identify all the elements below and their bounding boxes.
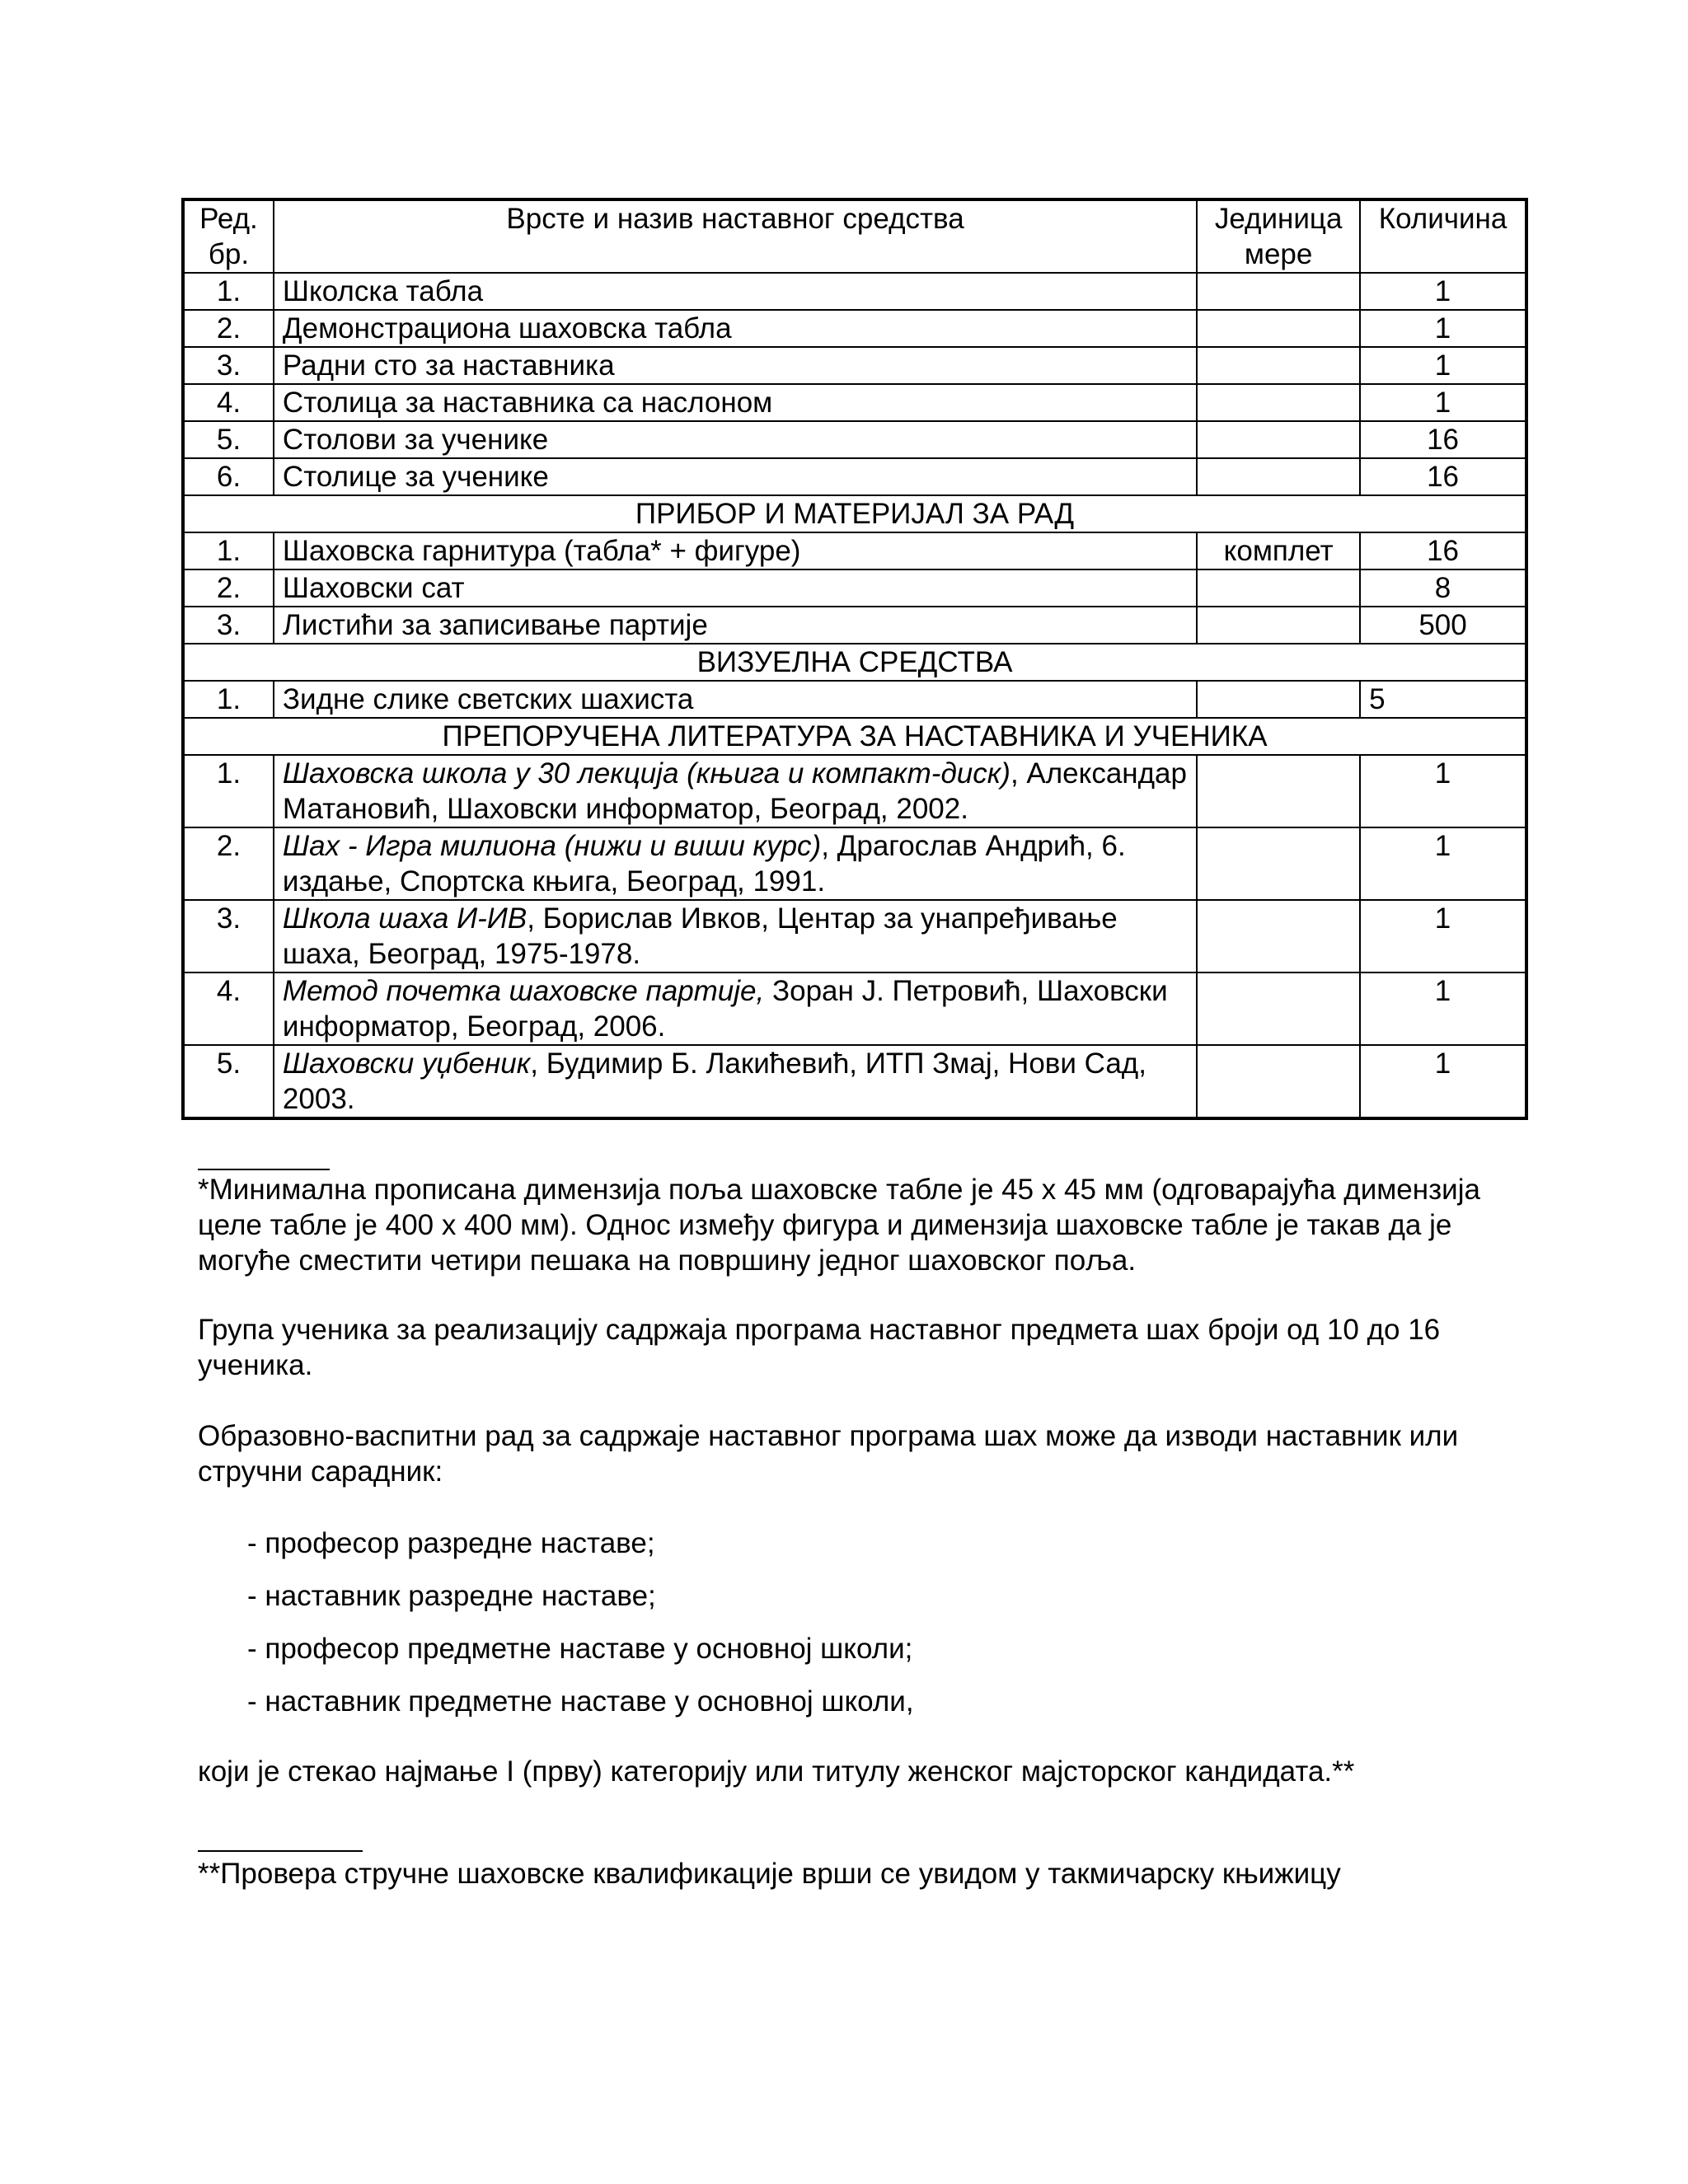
table-row	[183, 900, 1526, 972]
row-num: 1.	[183, 532, 274, 569]
footnote-separator	[198, 1169, 330, 1170]
row-num: 1.	[183, 273, 274, 310]
row-qty: 16	[1360, 458, 1526, 495]
row-qty: 8	[1360, 569, 1526, 607]
table-row	[183, 347, 1526, 384]
section-title-visual: ВИЗУЕЛНА СРЕДСТВА	[183, 644, 1526, 681]
list-item: - наставник предметне наставе у основној школи,	[247, 1685, 914, 1718]
table-row	[183, 384, 1526, 421]
book-details: , Драгослав Андрић, 6. издање, Спортска књига, Београд, 1991.	[282, 830, 1126, 898]
section-row	[183, 718, 1526, 755]
table-row	[183, 972, 1526, 1045]
section-row	[183, 644, 1526, 681]
section-title-literature: ПРЕПОРУЧЕНА ЛИТЕРАТУРА ЗА НАСТАВНИКА И УЧЕНИКА	[183, 718, 1526, 755]
row-unit	[1197, 607, 1360, 644]
table-row	[183, 273, 1526, 310]
row-qty: 1	[1360, 273, 1526, 310]
row-name: Листићи за записивање партије	[274, 607, 1197, 644]
book-details: Зоран Ј. Петровић, Шаховски информатор, Београд, 2006.	[282, 975, 1168, 1043]
row-name: Радни сто за наставника	[274, 347, 1197, 384]
table-row	[183, 607, 1526, 644]
row-name: Демонстрациона шаховска табла	[274, 310, 1197, 347]
row-num: 3.	[183, 607, 274, 644]
row-unit	[1197, 569, 1360, 607]
list-item: - професор предметне наставе у основној школи;	[247, 1633, 913, 1665]
section-title-materials: ПРИБОР И МАТЕРИЈАЛ ЗА РАД	[183, 495, 1526, 532]
table-row	[183, 310, 1526, 347]
row-name	[274, 1045, 1197, 1118]
row-unit	[1197, 384, 1360, 421]
header-qty: Количина	[1360, 199, 1526, 273]
row-unit	[1197, 755, 1360, 827]
row-qty: 1	[1360, 972, 1526, 1045]
table-row	[183, 827, 1526, 900]
book-title: Шах - Игра милиона (нижи и виши курс)	[282, 830, 822, 862]
row-name: Шаховски сат	[274, 569, 1197, 607]
footnote-board-dimension: *Минимална прописана димензија поља шаховске табле је 45 x 45 мм (одговарајућа димензија целе табле је 400 x 400 мм). Однос између фигура и димензија шаховске табле је такав да је могуће сместити четири пешака на површину једног шаховског поља.	[198, 1174, 1480, 1277]
row-qty: 1	[1360, 755, 1526, 827]
row-num: 1.	[183, 681, 274, 718]
row-name: Столица за наставника са наслоном	[274, 384, 1197, 421]
row-num: 5.	[183, 1045, 274, 1118]
footnote-separator	[198, 1850, 363, 1852]
row-qty: 5	[1360, 681, 1526, 718]
header-num: Ред. бр.	[183, 199, 274, 273]
row-qty: 16	[1360, 532, 1526, 569]
paragraph-who-teaches: Образовно-васпитни рад за садржаје наставног програма шах може да изводи наставник или стручни сарадник:	[198, 1420, 1459, 1488]
table-row	[183, 532, 1526, 569]
row-qty: 1	[1360, 1045, 1526, 1118]
table-header-row	[183, 199, 1526, 273]
row-num: 5.	[183, 421, 274, 458]
row-num: 1.	[183, 755, 274, 827]
row-qty: 16	[1360, 421, 1526, 458]
teaching-aids-table	[181, 198, 1528, 1120]
paragraph-category: који је стекао најмање I (прву) категорију или титулу женског мајсторског кандидата.**	[198, 1755, 1355, 1788]
row-name: Столице за ученике	[274, 458, 1197, 495]
book-title: Школа шаха И-ИВ	[282, 902, 528, 935]
row-num: 4.	[183, 384, 274, 421]
paragraph-group-size: Група ученика за реализацију садржаја програма наставног предмета шах броји од 10 до 16 ученика.	[198, 1314, 1441, 1381]
table-row	[183, 681, 1526, 718]
row-name: Школска табла	[274, 273, 1197, 310]
header-name: Врсте и назив наставног средства	[274, 199, 1197, 273]
row-num: 3.	[183, 347, 274, 384]
book-details: , Будимир Б. Лакићевић, ИТП Змај, Нови Сад, 2003.	[282, 1047, 1146, 1115]
row-unit	[1197, 273, 1360, 310]
row-unit	[1197, 458, 1360, 495]
footnote-qualification: **Провера стручне шаховске квалификације врши се увидом у такмичарску књижицу	[198, 1858, 1341, 1890]
row-unit	[1197, 681, 1360, 718]
row-name: Столови за ученике	[274, 421, 1197, 458]
list-item: - професор разредне наставе;	[247, 1527, 655, 1559]
row-unit: комплет	[1197, 532, 1360, 569]
row-name	[274, 827, 1197, 900]
row-unit	[1197, 1045, 1360, 1118]
book-title: Шаховска школа у 30 лекција (књига и компакт-диск)	[282, 757, 1010, 790]
table-row	[183, 569, 1526, 607]
row-num: 2.	[183, 569, 274, 607]
row-num: 2.	[183, 310, 274, 347]
row-qty: 500	[1360, 607, 1526, 644]
row-name: Зидне слике светских шахиста	[274, 681, 1197, 718]
section-row	[183, 495, 1526, 532]
row-name	[274, 755, 1197, 827]
row-num: 6.	[183, 458, 274, 495]
table-row	[183, 755, 1526, 827]
table-row	[183, 421, 1526, 458]
row-name	[274, 900, 1197, 972]
row-num: 2.	[183, 827, 274, 900]
row-qty: 1	[1360, 384, 1526, 421]
row-unit	[1197, 347, 1360, 384]
table-row	[183, 1045, 1526, 1118]
row-num: 3.	[183, 900, 274, 972]
book-details: , Александар Матановић, Шаховски информатор, Београд, 2002.	[282, 757, 1187, 825]
row-qty: 1	[1360, 310, 1526, 347]
row-name: Шаховска гарнитура (табла* + фигуре)	[274, 532, 1197, 569]
list-item: - наставник разредне наставе;	[247, 1580, 656, 1612]
row-unit	[1197, 421, 1360, 458]
table-row	[183, 458, 1526, 495]
row-qty: 1	[1360, 900, 1526, 972]
row-unit	[1197, 827, 1360, 900]
book-title: Метод почетка шаховске партије,	[282, 975, 765, 1007]
row-name	[274, 972, 1197, 1045]
book-details: , Борислав Ивков, Центар за унапређивање шаха, Београд, 1975-1978.	[282, 902, 1118, 970]
row-unit	[1197, 310, 1360, 347]
header-unit: Јединица мере	[1197, 199, 1360, 273]
row-unit	[1197, 972, 1360, 1045]
book-title: Шаховски уџбеник	[282, 1047, 531, 1080]
row-qty: 1	[1360, 347, 1526, 384]
row-qty: 1	[1360, 827, 1526, 900]
row-num: 4.	[183, 972, 274, 1045]
row-unit	[1197, 900, 1360, 972]
